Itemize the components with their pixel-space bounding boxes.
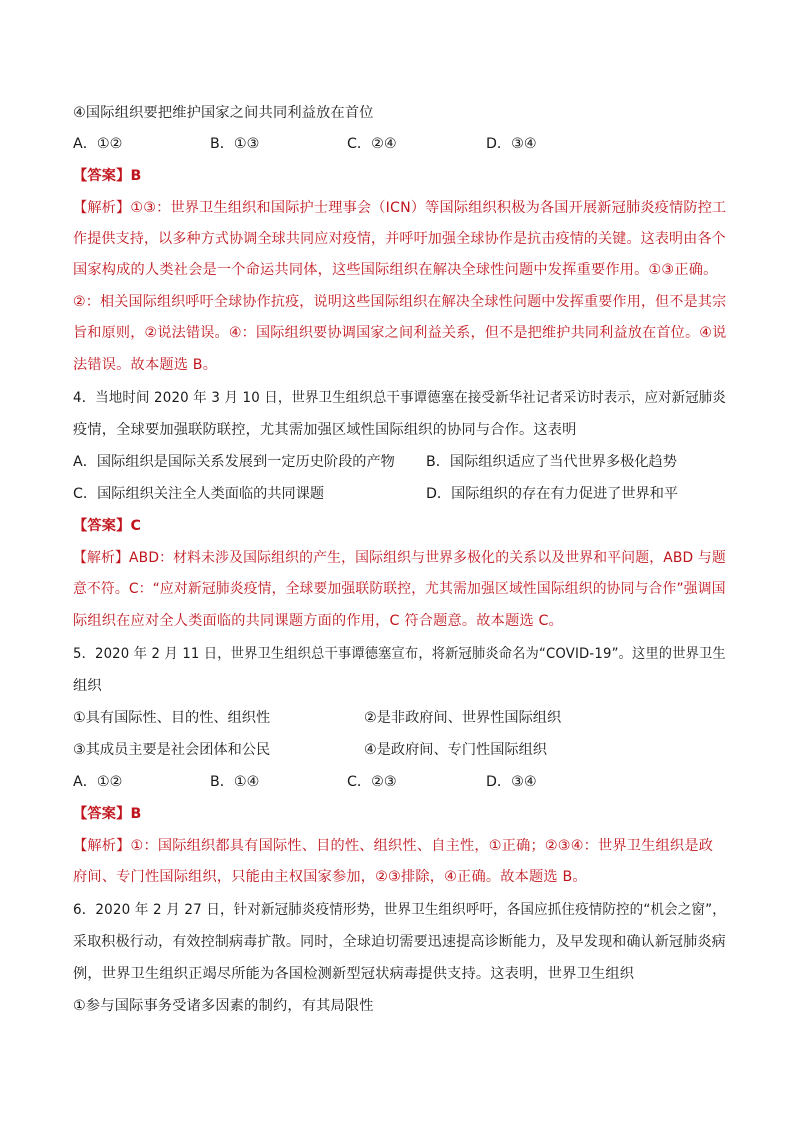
- q4-stem-line-1: 4．当地时间 2020 年 3 月 10 日，世界卫生组织总干事谭德塞在接受新华社记者采访时表示，应对新冠肺炎: [73, 390, 726, 406]
- q6-stem-line-3: 例，世界卫生组织正竭尽所能为各国检测新型冠状病毒提供支持。这表明，世界卫生组织: [73, 966, 635, 982]
- q3-option-a: A．①②: [73, 136, 123, 152]
- q3-analysis-line-4: ②：相关国际组织呼吁全球协作抗疫，说明这些国际组织在解决全球性问题中发挥重要作用，但不是其宗: [73, 294, 727, 310]
- q4-option-c: C．国际组织关注全人类面临的共同课题: [73, 486, 325, 502]
- q5-stem-line-1: 5．2020 年 2 月 11 日，世界卫生组织总干事谭德塞宣布，将新冠肺炎命名为“COVID-19”。这里的世界卫生: [73, 646, 726, 662]
- q6-stem-line-1: 6．2020 年 2 月 27 日，针对新冠肺炎疫情形势，世界卫生组织呼吁，各国应抓住疫情防控的“机会之窗”，: [73, 902, 726, 918]
- q4-analysis-line-3: 际组织在应对全人类面临的共同课题方面的作用，C 符合题意。故本题选 C。: [73, 613, 564, 629]
- q4-option-b: B．国际组织适应了当代世界多极化趋势: [426, 454, 677, 470]
- q3-option-b: B．①③: [210, 136, 260, 152]
- q5-option-b: B．①④: [210, 774, 260, 790]
- q3-analysis-line-3: 国家构成的人类社会是一个命运共同体，这些国际组织在解决全球性问题中发挥重要作用。①③正确。: [73, 262, 718, 278]
- q3-analysis-line-2: 作提供支持，以多种方式协调全球共同应对疫情，并呼吁加强全球协作是抗击疫情的关键。这表明由各个: [73, 231, 726, 247]
- q6-statement-1: ①参与国际事务受诸多因素的制约，有其局限性: [73, 998, 374, 1014]
- q4-analysis-line-2: 意不符。C：“应对新冠肺炎疫情，全球要加强联防联控，尤其需加强区域性国际组织的协同与合作”强调国: [73, 581, 726, 597]
- q5-answer: 【答案】B: [73, 806, 142, 822]
- q4-option-a: A．国际组织是国际关系发展到一定历史阶段的产物: [73, 454, 395, 470]
- q4-option-d: D．国际组织的存在有力促进了世界和平: [426, 486, 679, 502]
- q5-option-a: A．①②: [73, 774, 123, 790]
- q5-statement-4: ④是政府间、专门性国际组织: [364, 742, 547, 758]
- q3-analysis-line-5: 旨和原则，②说法错误。④：国际组织要协调国家之间利益关系，但不是把维护共同利益放在首位。④说: [73, 325, 727, 341]
- q3-answer: 【答案】B: [73, 168, 142, 184]
- q5-analysis-line-1: 【解析】①：国际组织都具有国际性、目的性、组织性、自主性，①正确；②③④：世界卫生组织是政: [73, 838, 714, 854]
- q4-analysis-line-1: 【解析】ABD：材料未涉及国际组织的产生，国际组织与世界多极化的关系以及世界和平问题，ABD 与题: [73, 550, 726, 566]
- q5-stem-line-2: 组织: [73, 678, 102, 694]
- q5-option-c: C．②③: [347, 774, 397, 790]
- q5-statement-1: ①具有国际性、目的性、组织性: [73, 710, 271, 726]
- q3-statement-4: ④国际组织要把维护国家之间共同利益放在首位: [73, 105, 374, 121]
- q3-option-c: C．②④: [347, 136, 397, 152]
- q3-option-d: D．③④: [486, 136, 537, 152]
- q4-answer: 【答案】C: [73, 518, 142, 534]
- q6-stem-line-2: 采取积极行动，有效控制病毒扩散。同时，全球迫切需要迅速提高诊断能力，及早发现和确认新冠肺炎病: [73, 934, 726, 950]
- q5-statement-2: ②是非政府间、世界性国际组织: [364, 710, 562, 726]
- q3-analysis-line-1: 【解析】①③：世界卫生组织和国际护士理事会（ICN）等国际组织积极为各国开展新冠肺炎疫情防控工: [73, 200, 727, 216]
- q5-analysis-line-2: 府间、专门性国际组织，只能由主权国家参加，②③排除，④正确。故本题选 B。: [73, 869, 587, 885]
- q5-option-d: D．③④: [486, 774, 537, 790]
- q3-analysis-line-6: 法错误。故本题选 B。: [73, 357, 218, 373]
- q4-stem-line-2: 疫情，全球要加强联防联控，尤其需加强区域性国际组织的协同与合作。这表明: [73, 422, 577, 438]
- q5-statement-3: ③其成员主要是社会团体和公民: [73, 742, 271, 758]
